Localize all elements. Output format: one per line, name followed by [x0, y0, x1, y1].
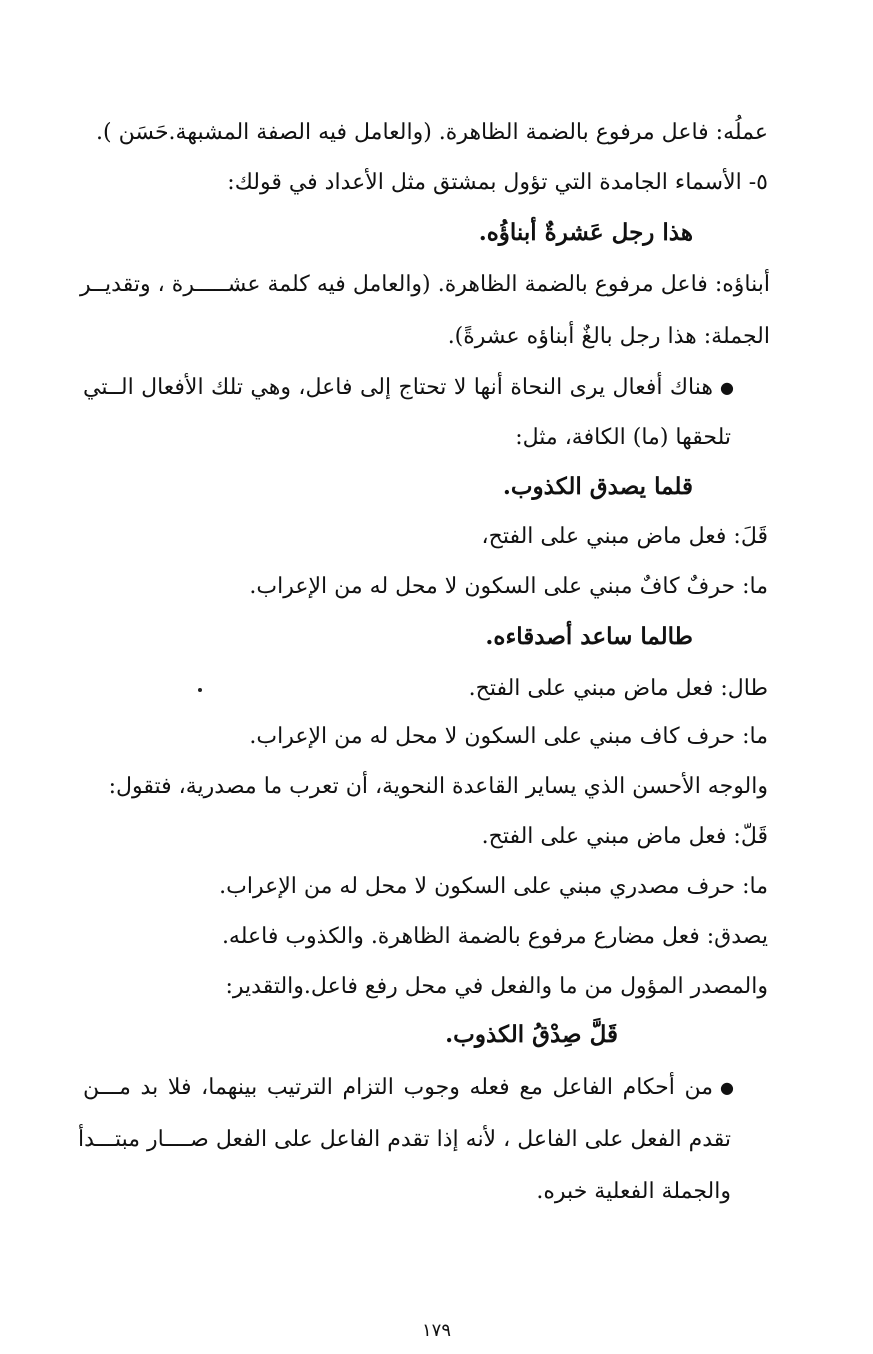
- text-line-4: الجملة: هذا رجل بالغٌ أبناؤه عشرةً).: [447, 324, 770, 349]
- bullet-2: ●: [720, 1078, 734, 1097]
- text-line-7: قَلَ: فعل ماض مبني على الفتح،: [481, 524, 768, 549]
- page-number: ١٧٩: [421, 1320, 451, 1341]
- text-line-3: أبناؤه: فاعل مرفوع بالضمة الظاهرة. (والعامل فيه كلمة عشـــــرة ، وتقديــر: [80, 272, 770, 297]
- text-line-10: ما: حرف كاف مبني على السكون لا محل له من الإعراب.: [249, 724, 768, 749]
- text-line-15: والمصدر المؤول من ما والفعل في محل رفع فاعل.والتقدير:: [225, 974, 768, 999]
- text-line-1: عملُه: فاعل مرفوع بالضمة الظاهرة. (والعامل فيه الصفة المشبهة.حَسَن ).: [96, 120, 768, 145]
- example-line-1: هذا رجل عَشرةٌ أبناؤُه.: [478, 219, 693, 246]
- text-line-12: قَلّ: فعل ماض مبني على الفتح.: [481, 824, 768, 849]
- text-line-5: هناك أفعال يرى النحاة أنها لا تحتاج إلى فاعل، وهي تلك الأفعال الــتي: [83, 375, 713, 400]
- text-line-6: تلحقها (ما) الكافة، مثل:: [515, 425, 731, 450]
- text-line-16: من أحكام الفاعل مع فعله وجوب التزام الترتيب بينهما، فلا بد مـــن: [83, 1075, 713, 1100]
- text-line-8: ما: حرفٌ كافٌ مبني على السكون لا محل له من الإعراب.: [249, 574, 768, 599]
- text-line-9: طال: فعل ماض مبني على الفتح.: [468, 676, 768, 701]
- text-line-17: تقدم الفعل على الفاعل ، لأنه إذا تقدم الفاعل على الفعل صــــار مبتـــدأ: [78, 1127, 731, 1152]
- example-line-2: قلما يصدق الكذوب.: [502, 473, 693, 500]
- example-line-4: قَلَّ صِدْقُ الكذوب.: [445, 1021, 618, 1048]
- text-line-13: ما: حرف مصدري مبني على السكون لا محل له من الإعراب.: [219, 874, 768, 899]
- text-line-18: والجملة الفعلية خبره.: [536, 1179, 731, 1204]
- text-line-2: ٥- الأسماء الجامدة التي تؤول بمشتق مثل الأعداد في قولك:: [227, 170, 768, 195]
- bullet-1: ●: [720, 378, 734, 397]
- text-line-11: والوجه الأحسن الذي يساير القاعدة النحوية، أن تعرب ما مصدرية، فتقول:: [108, 774, 768, 799]
- example-line-3: طالما ساعد أصدقاءه.: [485, 623, 693, 650]
- text-line-14: يصدق: فعل مضارع مرفوع بالضمة الظاهرة. والكذوب فاعله.: [221, 924, 768, 949]
- stray-dot: [198, 688, 202, 692]
